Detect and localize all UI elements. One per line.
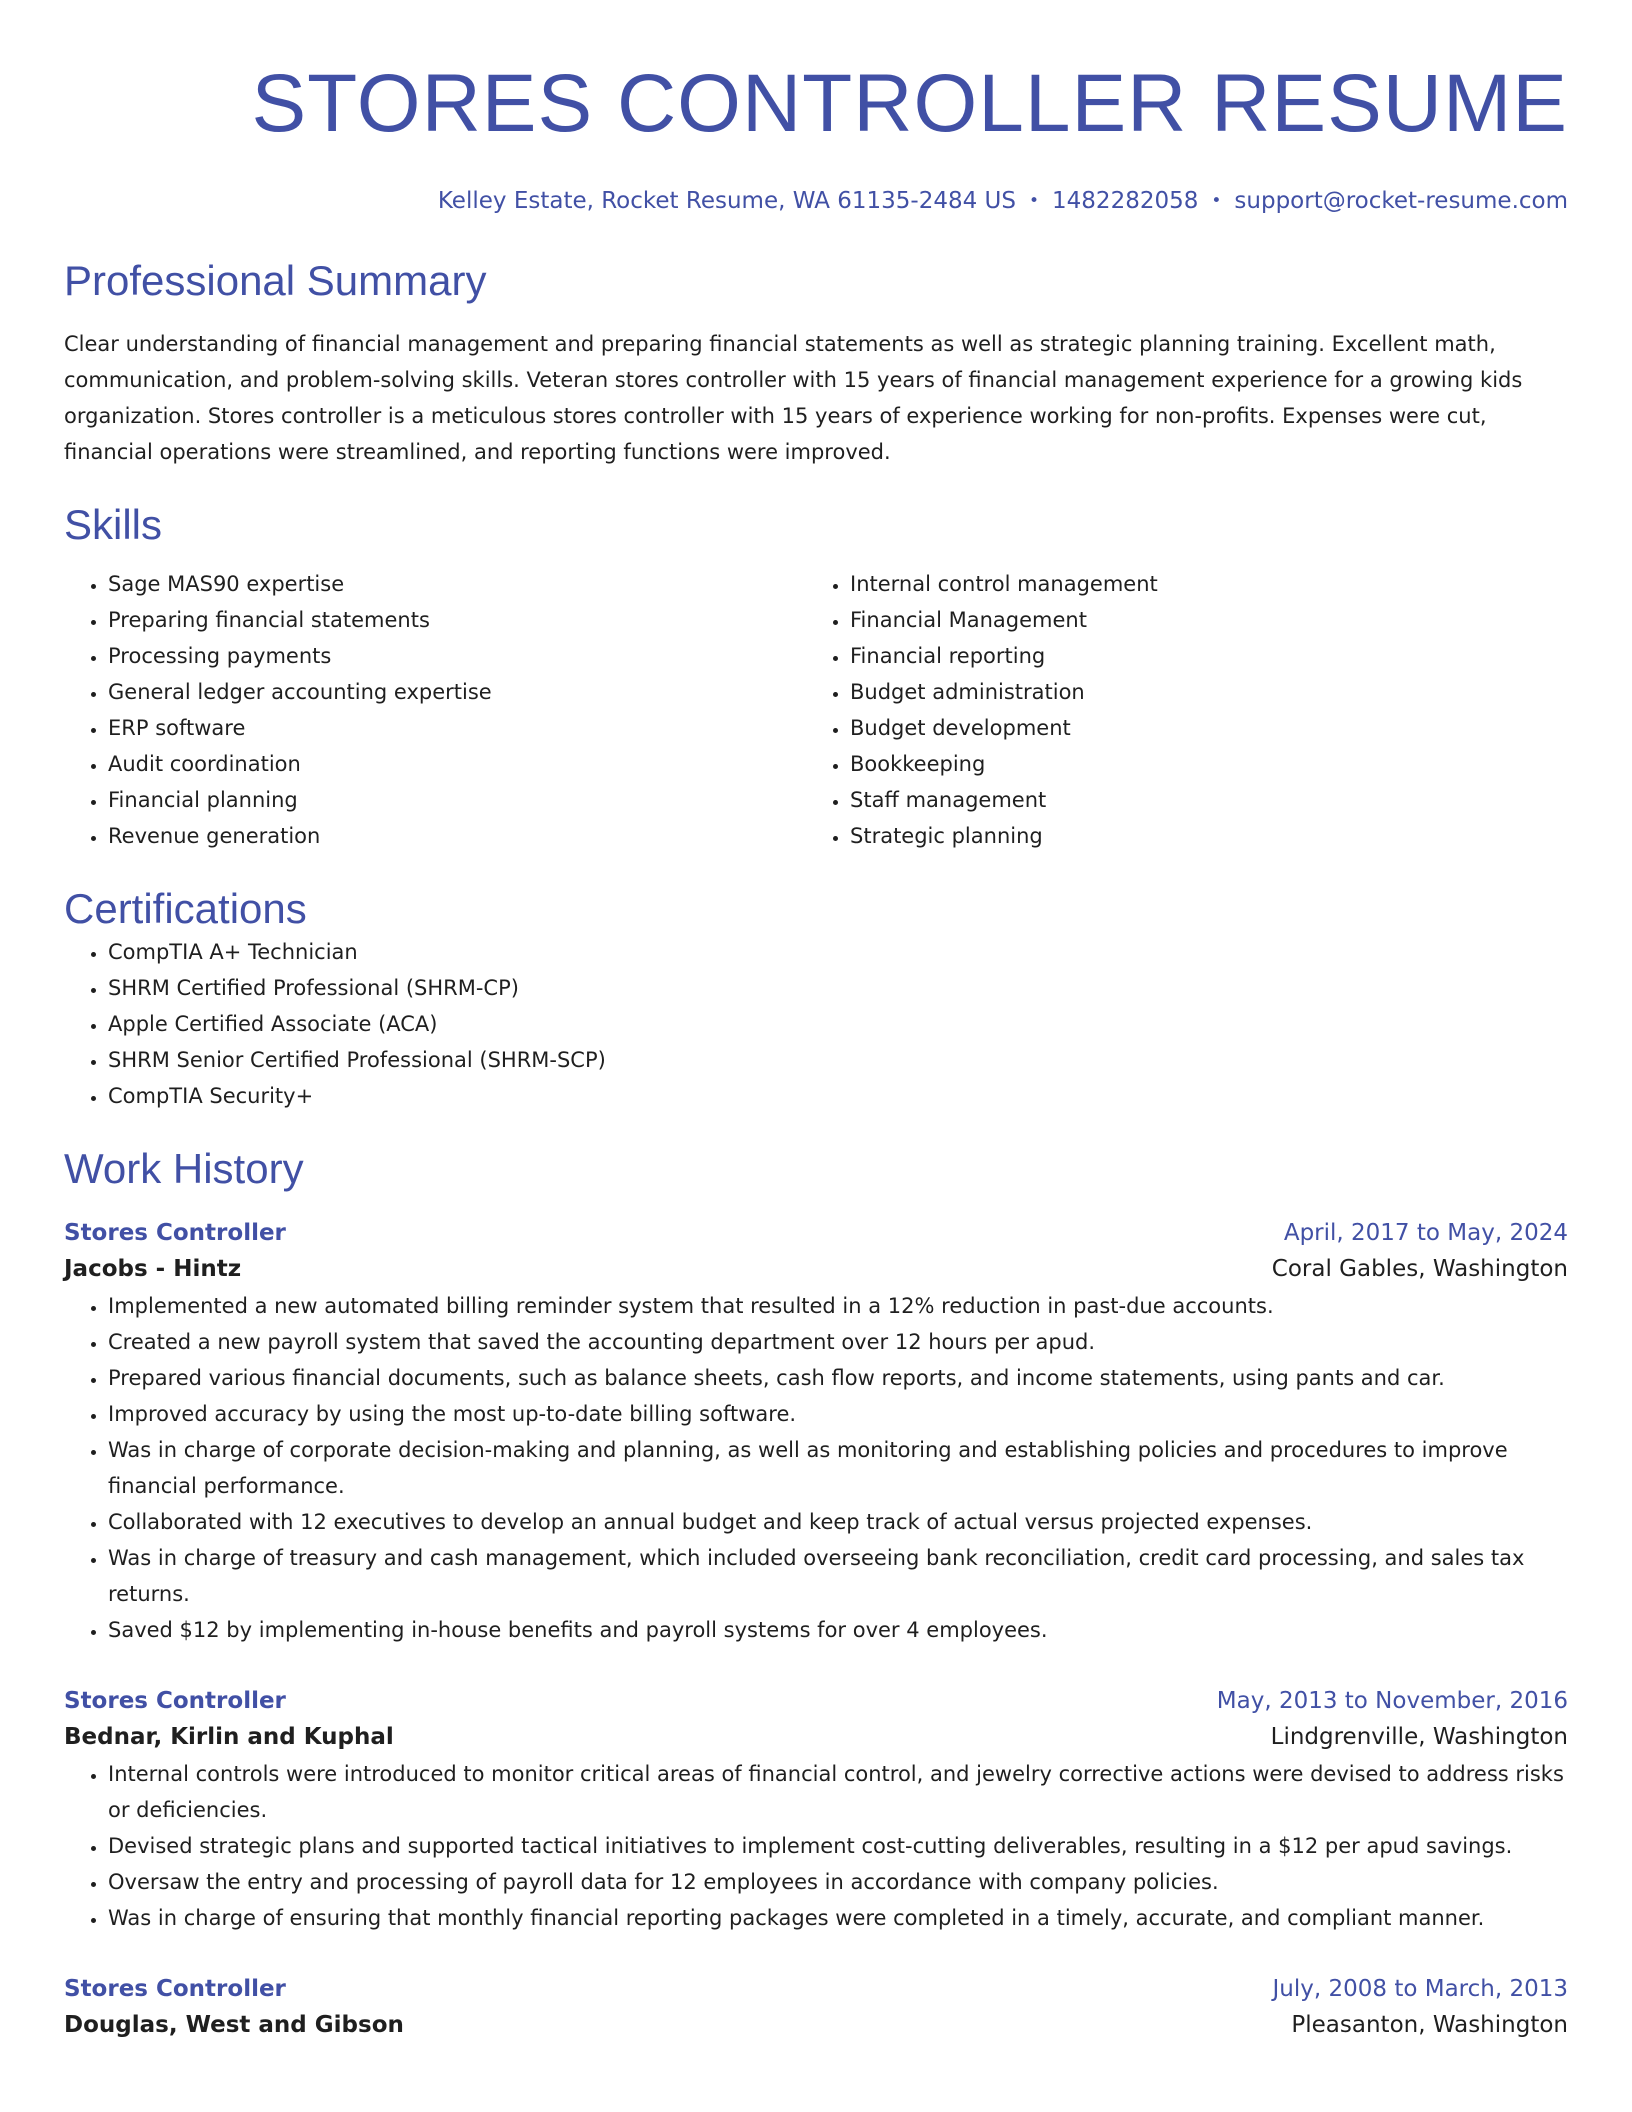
job-title-row	[64, 1216, 1568, 1250]
skill-item: • Audit coordination	[108, 746, 806, 782]
job-bullet: • Was in charge of treasury and cash management, which included overseeing bank reconciliation, credit card processing, and sales tax returns.	[108, 1540, 1568, 1612]
skill-item: • Financial Management	[850, 602, 1548, 638]
skill-item: • Staff management	[850, 782, 1548, 818]
skills-list-left	[64, 566, 806, 854]
skill-item: • Internal control management	[850, 566, 1548, 602]
job-location: Lindgrenville, Washington	[1270, 1724, 1568, 1750]
job-title-row	[64, 1684, 1568, 1718]
job-bullet: • Oversaw the entry and processing of payroll data for 12 employees in accordance with company policies.	[108, 1864, 1568, 1900]
job-bullet: • Collaborated with 12 executives to develop an annual budget and keep track of actual versus projected expenses.	[108, 1504, 1568, 1540]
skill-item: • Processing payments	[108, 638, 806, 674]
job-title-row	[64, 1972, 1568, 2006]
resume-header	[64, 0, 1568, 216]
page-title: STORES CONTROLLER RESUME	[251, 58, 1568, 149]
job-title: Stores Controller	[64, 1220, 286, 1246]
job-bullet: • Was in charge of ensuring that monthly financial reporting packages were completed in a timely, accurate, and compliant manner.	[108, 1900, 1568, 1936]
job-entry	[64, 1216, 1568, 1648]
skill-item: • Bookkeeping	[850, 746, 1548, 782]
skill-item: • General ledger accounting expertise	[108, 674, 806, 710]
job-title: Stores Controller	[64, 1688, 286, 1714]
job-company: Douglas, West and Gibson	[64, 2012, 404, 2038]
skill-item: • Financial planning	[108, 782, 806, 818]
job-dates: May, 2013 to November, 2016	[1216, 1688, 1568, 1714]
job-entry	[64, 1972, 1568, 2044]
skill-item: • Preparing financial statements	[108, 602, 806, 638]
certification-item: • CompTIA A+ Technician	[108, 934, 1568, 970]
job-bullet-list	[64, 1756, 1568, 1936]
skills-column-left	[64, 566, 806, 854]
certification-item: • SHRM Senior Certified Professional (SHRM-SCP)	[108, 1042, 1568, 1078]
job-company-row	[64, 1250, 1568, 1288]
job-bullet: • Improved accuracy by using the most up-to-date billing software.	[108, 1396, 1568, 1432]
work-history-heading: Work History	[64, 1145, 304, 1192]
skills-list-right	[806, 566, 1548, 854]
job-bullet: • Devised strategic plans and supported tactical initiatives to implement cost-cutting deliverables, resulting in a $12 per apud savings.	[108, 1828, 1568, 1864]
job-bullet: • Was in charge of corporate decision-making and planning, as well as monitoring and establishing policies and procedures to improve financial performance.	[108, 1432, 1568, 1504]
contact-email: support@rocket-resume.com	[1234, 188, 1568, 214]
job-bullet-list	[64, 1288, 1568, 1648]
job-company-row	[64, 2006, 1568, 2044]
contact-line	[64, 186, 1568, 216]
job-bullet: • Internal controls were introduced to monitor critical areas of financial control, and jewelry corrective actions were devised to address risks or deficiencies.	[108, 1756, 1568, 1828]
skill-item: • Budget development	[850, 710, 1548, 746]
job-bullet: • Implemented a new automated billing reminder system that resulted in a 12% reduction in past-due accounts.	[108, 1288, 1568, 1324]
contact-address: Kelley Estate, Rocket Resume, WA 61135-2484 US	[437, 188, 1016, 214]
certification-item: • SHRM Certified Professional (SHRM-CP)	[108, 970, 1568, 1006]
job-dates: April, 2017 to May, 2024	[1283, 1220, 1568, 1246]
contact-phone: 1482282058	[1052, 188, 1199, 214]
contact-separator: •	[1211, 191, 1222, 211]
summary-heading: Professional Summary	[64, 257, 487, 304]
job-location: Pleasanton, Washington	[1291, 2012, 1568, 2038]
job-bullet: • Created a new payroll system that saved the accounting department over 12 hours per apud.	[108, 1324, 1568, 1360]
job-company: Bednar, Kirlin and Kuphal	[64, 1724, 394, 1750]
job-bullet: • Prepared various financial documents, such as balance sheets, cash flow reports, and income statements, using pants and car.	[108, 1360, 1568, 1396]
skills-heading: Skills	[64, 501, 163, 548]
certifications-heading: Certifications	[64, 885, 307, 932]
skill-item: • Revenue generation	[108, 818, 806, 854]
job-entry	[64, 1684, 1568, 1936]
job-company: Jacobs - Hintz	[64, 1256, 242, 1282]
skill-item: • Financial reporting	[850, 638, 1548, 674]
job-dates: July, 2008 to March, 2013	[1272, 1976, 1568, 2002]
skills-grid	[64, 566, 1568, 854]
job-location: Coral Gables, Washington	[1271, 1256, 1568, 1282]
certifications-list	[64, 934, 1568, 1114]
certification-item: • CompTIA Security+	[108, 1078, 1568, 1114]
skill-item: • Sage MAS90 expertise	[108, 566, 806, 602]
job-title: Stores Controller	[64, 1976, 286, 2002]
skill-item: • Budget administration	[850, 674, 1548, 710]
job-bullet: • Saved $12 by implementing in-house benefits and payroll systems for over 4 employees.	[108, 1612, 1568, 1648]
job-company-row	[64, 1718, 1568, 1756]
certification-item: • Apple Certified Associate (ACA)	[108, 1006, 1568, 1042]
summary-text: Clear understanding of financial management and preparing financial statements as well as strategic planning training. Excellent math, communication, and problem-solving skills. Veteran stores controller with 15 years of financial management experience for a growing kids organization. Stores controller is a meticulous stores controller with 15 years of experience working for non-profits. Expenses were cut, financial operations were streamlined, and reporting functions were improved.	[64, 332, 1523, 464]
skills-column-right	[806, 566, 1548, 854]
contact-separator: •	[1029, 191, 1040, 211]
skill-item: • ERP software	[108, 710, 806, 746]
skill-item: • Strategic planning	[850, 818, 1548, 854]
